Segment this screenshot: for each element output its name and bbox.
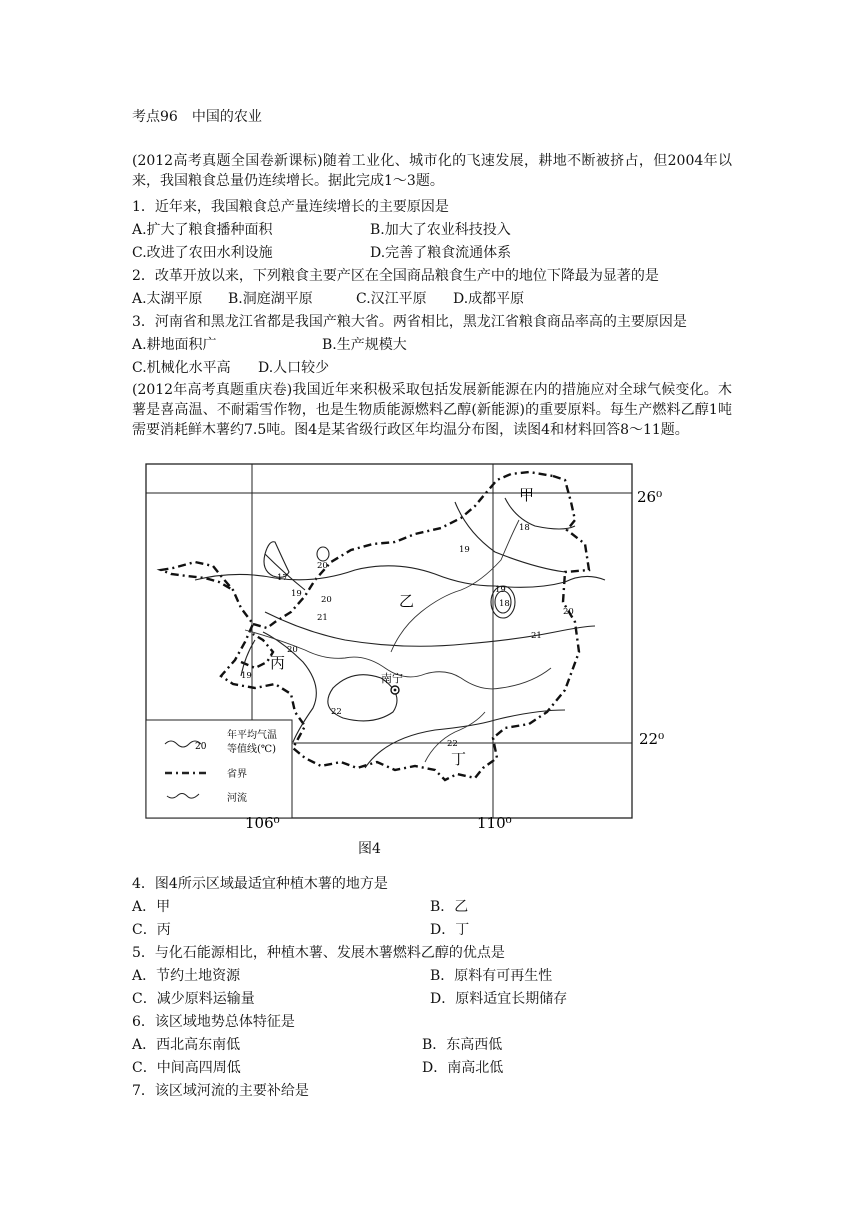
isotherm-label: 21 <box>531 631 542 641</box>
question-6-stem: 6．该区域地势总体特征是 <box>132 1014 295 1030</box>
isotherm-label: 20 <box>317 561 328 571</box>
passage-2: (2012年高考真题重庆卷)我国近年来积极采取包括发展新能源在内的措施应对全球气候变化。木薯是喜高温、不耐霜雪作物，也是生物质能源燃料乙醇(新能源)的重要原料。每生产燃料乙醇1吨需要消耗鲜木薯约7.5吨。图4是某省级行政区年均温分布图，读图4和材料回答8～11题。 <box>132 382 732 438</box>
page-title: 考点96 中国的农业 <box>132 109 262 125</box>
question-2-option-d: D.成都平原 <box>453 291 525 307</box>
isotherm-label: 20 <box>287 645 298 655</box>
question-2-stem: 2．改革开放以来，下列粮食主要产区在全国商品粮食生产中的地位下降最为显著的是 <box>132 268 659 284</box>
question-6-option-b: B．东高西低 <box>422 1037 503 1053</box>
question-6-option-c: C．中间高四周低 <box>132 1060 241 1076</box>
lon-label-110: 110⁰ <box>477 814 512 830</box>
question-7-stem: 7．该区域河流的主要补给是 <box>132 1083 309 1099</box>
region-label-ding: 丁 <box>451 750 467 768</box>
question-5-option-b: B．原料有可再生性 <box>430 968 553 984</box>
legend-river-label: 河流 <box>227 793 247 804</box>
isotherm-label: 20 <box>321 595 332 605</box>
isotherm-label: 19 <box>241 671 252 681</box>
legend-boundary-label: 省界 <box>227 769 247 780</box>
isotherm-17-loop <box>264 542 289 578</box>
question-5-option-c: C．减少原料运输量 <box>132 991 255 1007</box>
figure-caption: 图4 <box>358 841 381 857</box>
question-4-option-a: A．甲 <box>132 899 171 915</box>
isotherm-label: 19 <box>291 589 302 599</box>
question-4-option-c: C．丙 <box>132 922 171 938</box>
question-3-option-d: D.人口较少 <box>258 360 330 376</box>
isotherm-label: 18 <box>499 599 510 609</box>
legend-isotherm-line2: 等值线(℃) <box>227 744 276 755</box>
region-label-jia: 甲 <box>519 486 535 504</box>
isotherm-value-labels <box>241 523 574 749</box>
isotherm-map <box>145 462 670 830</box>
question-2-option-c: C.汉江平原 <box>356 291 427 307</box>
isotherm-label: 19 <box>495 585 506 595</box>
lat-label-26: 26⁰ <box>637 488 663 506</box>
isotherm-20-small-loop <box>317 547 329 561</box>
isotherm-label: 22 <box>331 707 342 717</box>
question-1-stem: 1．近年来，我国粮食总产量连续增长的主要原因是 <box>132 199 449 215</box>
question-6-option-d: D．南高北低 <box>422 1060 504 1076</box>
question-5-option-d: D．原料适宜长期储存 <box>430 991 568 1007</box>
province-boundary-west <box>241 634 273 668</box>
question-2-option-a: A.太湖平原 <box>132 291 203 307</box>
question-4-option-b: B．乙 <box>430 899 469 915</box>
question-4-stem: 4．图4所示区域最适宜种植木薯的地方是 <box>132 876 388 892</box>
isotherm-label: 17 <box>277 573 288 583</box>
question-1-option-a: A.扩大了粮食播种面积 <box>132 222 273 238</box>
question-3-option-b: B.生产规模大 <box>322 337 407 353</box>
question-1-option-b: B.加大了农业科技投入 <box>370 222 511 238</box>
isotherm-21 <box>265 612 595 646</box>
nanning-city-dot <box>394 689 397 692</box>
isotherm-label: 18 <box>519 523 530 533</box>
question-5-option-a: A．节约土地资源 <box>132 968 241 984</box>
isotherm-18-north <box>505 498 575 529</box>
isotherm-19-north <box>455 502 565 572</box>
isotherm-20-main <box>195 566 605 588</box>
isotherm-label: 22 <box>447 739 458 749</box>
isotherm-label: 21 <box>317 613 328 623</box>
isotherm-label: 20 <box>563 607 574 617</box>
question-3-stem: 3．河南省和黑龙江省都是我国产粮大省。两省相比，黑龙江省粮食商品率高的主要原因是 <box>132 314 687 330</box>
legend-isotherm-line1: 年平均气温 <box>227 730 277 741</box>
question-1-option-c: C.改进了农田水利设施 <box>132 245 273 261</box>
question-4-option-d: D．丁 <box>430 922 470 938</box>
nanning-city-label: 南宁 <box>381 672 403 685</box>
question-5-stem: 5．与化石能源相比，种植木薯、发展木薯燃料乙醇的优点是 <box>132 945 505 961</box>
question-6-option-a: A．西北高东南低 <box>132 1037 241 1053</box>
question-3-option-a: A.耕地面积广 <box>132 337 217 353</box>
region-label-bing: 丙 <box>270 654 286 672</box>
region-label-yi: 乙 <box>399 592 415 610</box>
question-3-option-c: C.机械化水平高 <box>132 360 231 376</box>
question-2-option-b: B.洞庭湖平原 <box>228 291 313 307</box>
lon-label-106: 106⁰ <box>245 814 280 830</box>
lat-label-22: 22⁰ <box>639 730 665 748</box>
question-1-option-d: D.完善了粮食流通体系 <box>370 245 512 261</box>
isotherm-label: 19 <box>459 545 470 555</box>
legend-isotherm-sample: 20 <box>195 742 207 752</box>
isotherm-19-west <box>265 554 305 590</box>
passage-1: (2012高考真题全国卷新课标)随着工业化、城市化的飞速发展，耕地不断被挤占，但2004年以来，我国粮食总量仍连续增长。据此完成1～3题。 <box>132 153 732 189</box>
